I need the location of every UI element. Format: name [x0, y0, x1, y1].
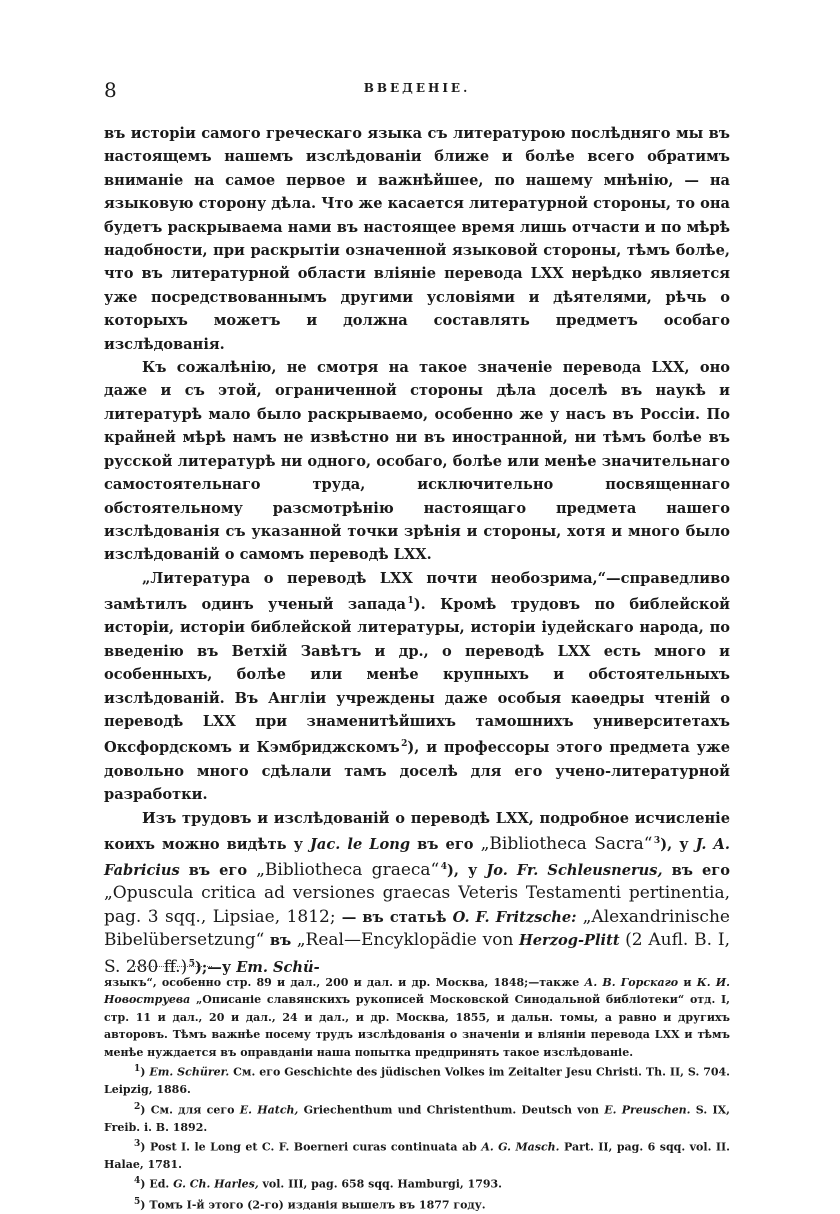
footnote-paren: ) — [140, 1178, 146, 1192]
footnote-marker-1: 1 — [407, 596, 414, 607]
footnote-number: 3 — [134, 1138, 141, 1149]
footnote-text: языкъ“, особенно стр. 89 и дал., 200 и дал. и др. Москва, 1848;—также — [104, 976, 580, 989]
footnote-number: 4 — [134, 1176, 141, 1187]
book-title: „Bibliotheca graeca“ — [256, 860, 440, 881]
paragraph-4-text: въ его — [671, 862, 730, 880]
page-header — [104, 78, 730, 104]
paragraph-3-part-b: ). Кромѣ трудовъ по библейской исторіи, исторіи библейской литературы, исторіи іудейскаго народа, по введенію въ Ветхій Завѣтъ и др., о переводѣ LXX есть много и особенныхъ, болѣе или менѣе крупныхъ и обстоятельныхъ изслѣдованій. Въ Англіи учреждены даже особыя каѳедры чтеній о переводѣ LXX при знаменитѣйшихъ тамошнихъ университетахъ Оксфордскомъ и Кэмбриджскомъ — [104, 595, 730, 757]
running-title: ВВЕДЕНІЕ. — [363, 81, 471, 95]
paragraph-4-text: ), у — [660, 835, 689, 853]
paragraph-1: въ исторіи самого греческаго языка съ литературою послѣдняго мы въ настоящемъ нашемъ изслѣдованіи ближе и болѣе всего обратимъ вниманіе на самое первое и важнѣйшее, по нашему мнѣнію, — на языковую сторону дѣла. Что же касается литературной стороны, то она будетъ раскрываема нами въ настоящее время лишь отчасти и по мѣрѣ надобности, при раскрытіи означенной языковой стороны, тѣмъ болѣе, что въ литературной области вліяніе перевода LXX нерѣдко является уже посредствованнымъ другими условіями и дѣятелями, рѣчь о которыхъ можетъ и должна составлять предметъ особаго изслѣдованія. — [104, 125, 730, 353]
paragraph-4-text: въ его — [417, 835, 474, 853]
footnote-text: и — [683, 976, 692, 989]
author-name: Jo. Fr. Schleusnerus, — [486, 862, 663, 880]
footnote-text: Post I. le Long et C. F. Boerneri curas continuata ab — [149, 1140, 477, 1154]
paragraph-4-text: Изъ трудовъ и изслѣдованій о переводѣ LXX, подробное исчисленіе коихъ можно видѣть у — [104, 809, 730, 853]
book-title: „Bibliotheca Sacra“ — [480, 833, 653, 854]
author-name: E. Preuschen. — [604, 1103, 691, 1117]
footnote-marker-3: 3 — [653, 835, 661, 846]
book-title: (2 Aufl. B. I, S. 280 ff.) — [104, 930, 730, 977]
footnote-3 — [104, 1136, 730, 1173]
footnote-separator — [132, 966, 212, 967]
main-text — [104, 122, 730, 979]
footnote-paren: ) — [140, 1103, 146, 1117]
footnote-marker-2: 2 — [401, 739, 408, 750]
paragraph-2: Къ сожалѣнію, не смотря на такое значеніе перевода LXX, оно даже и съ этой, ограниченной стороны дѣла доселѣ въ наукѣ и литературѣ мало было раскрываемо, особенно же у насъ въ Россіи. По крайней мѣрѣ намъ не извѣстно ни въ иностранной, ни тѣмъ болѣе въ русской литературѣ ни одного, особаго, болѣе или менѣе значительнаго самостоятельнаго труда, исключительно посвященнаго обстоятельному разсмотрѣнію настоящаго предмета нашего изслѣдованія съ указанной точки зрѣнія и стороны, хотя и много было изслѣдованій о самомъ переводѣ LXX. — [104, 359, 730, 564]
footnote-marker-4: 4 — [440, 862, 447, 873]
footnote-paren: ) — [140, 1065, 146, 1079]
author-name: Em. Schürer. — [149, 1065, 230, 1079]
footnote-4 — [104, 1173, 730, 1193]
footnote-text: Part. II, pag. 6 sqq. vol. II. Halae, 1781. — [104, 1140, 730, 1172]
author-name: Jac. le Long — [310, 835, 411, 853]
footnote-text: Ed. — [149, 1178, 170, 1192]
footnote-5 — [104, 1194, 730, 1214]
paragraph-3 — [104, 567, 730, 807]
footnote-2 — [104, 1099, 730, 1136]
footnote-text: S. IX, Freib. i. B. 1892. — [104, 1103, 730, 1134]
paragraph-4-text: ), у — [446, 862, 478, 880]
footnote-text: Томъ I-й этого (2-го) изданія вышелъ въ 1877 году. — [149, 1198, 486, 1212]
footnote-number: 1 — [134, 1064, 141, 1075]
author-name: Em. Schü- — [236, 958, 320, 976]
footnote-paren: ) — [140, 1140, 146, 1154]
author-name: G. Ch. Harles, — [173, 1178, 259, 1192]
author-name: К. И. Новоструева — [104, 976, 730, 1007]
footnote-continuation — [104, 974, 730, 1061]
paragraph-4-text: — въ статьѣ — [341, 908, 447, 926]
footnote-paren: ) — [140, 1198, 146, 1212]
footnote-1 — [104, 1061, 730, 1098]
author-name: Herzog-Plitt — [518, 932, 620, 950]
footnote-number: 2 — [134, 1101, 141, 1112]
book-title: „Alexandrinische Bibelübersetzung“ — [104, 906, 730, 951]
paragraph-3-part-a: „Литература о переводѣ LXX почти необозрима,“—справедливо замѣтилъ одинъ ученый запада — [104, 569, 730, 613]
paragraph-4-text: въ его — [188, 862, 248, 880]
paragraph-4 — [104, 807, 730, 979]
author-name: E. Hatch, — [239, 1103, 299, 1117]
footnotes — [104, 974, 730, 1214]
paragraph-3-part-c: ), и профессоры этого предмета уже довольно много сдѣлали тамъ доселѣ для его учено-литературной разработки. — [104, 739, 730, 804]
footnote-marker-5: 5 — [188, 958, 195, 969]
footnote-text: vol. III, pag. 658 sqq. Hamburgi, 1793. — [262, 1178, 502, 1192]
footnote-number: 5 — [134, 1196, 141, 1207]
paragraph-4-text: въ — [269, 932, 292, 950]
author-name: A. G. Masch. — [481, 1140, 560, 1154]
footnote-text: См. его Geschichte des jüdischen Volkes im Zeitalter Jesu Christi. Th. II, S. 704. Leipzig, 1886. — [104, 1065, 730, 1097]
author-name: O. F. Fritzsche: — [452, 908, 577, 926]
book-title: „Real—Encyklopädie von — [296, 930, 514, 951]
paragraph-4-text: );—у — [194, 958, 232, 976]
book-title: „Opuscula critica ad versiones graecas Veteris Testamenti pertinentia, pag. 3 sqq., Lipsiae, 1812; — [104, 883, 730, 927]
page-number: 8 — [104, 78, 117, 102]
author-name: J. A. Fabricius — [104, 835, 730, 880]
footnote-text: См. для сего — [150, 1103, 235, 1117]
author-name: А. В. Горскаго — [584, 976, 679, 989]
footnote-text: „Описаніе славянскихъ рукописей Московской Синодальной библіотеки“ отд. I, стр. 11 и дал., 20 и дал., 24 и дал., и др. Москва, 1855, и дальн. томы, а равно и другихъ авторовъ. Тѣмъ важнѣе посему трудъ изслѣдованія о значеніи и вліяніи перевода LXX и тѣмъ менѣе нуждается въ оправданіи наша попытка предпринять такое изслѣдованіе. — [104, 993, 730, 1059]
footnote-text: Griechenthum und Christenthum. Deutsch von — [303, 1103, 599, 1117]
